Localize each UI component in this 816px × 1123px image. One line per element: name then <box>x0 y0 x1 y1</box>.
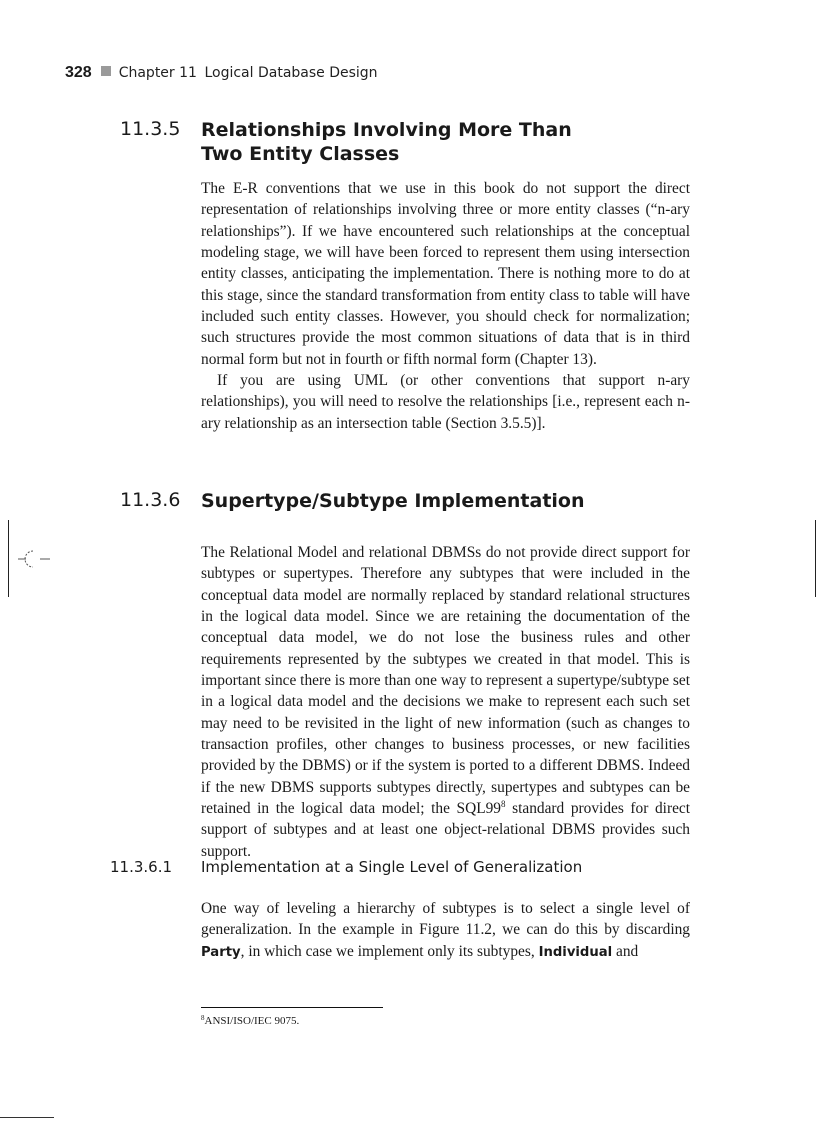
chapter-label: Chapter 11 <box>118 65 197 81</box>
section-number: 11.3.5 <box>120 118 181 140</box>
section-title: Supertype/Subtype Implementation <box>201 490 585 512</box>
paragraph: The E-R conventions that we use in this book do not support the direct representation of relationships involving three or more entity classes (“n-ary relationships”). If we have encountered such relationships at the conceptual modeling stage, we will have been forced to represent them using intersection entity classes, anticipating the implementation. There is nothing more to do at this stage, since the standard transformation from entity class to table will have included such entity classes. However, you should check for normalization; such structures provide the most common situations of data that is in third normal form but not in fourth or fifth normal form (Chapter 13). <box>201 180 690 368</box>
section-title-line-2: Two Entity Classes <box>201 143 400 165</box>
registration-mark-icon <box>18 548 52 570</box>
running-header <box>65 64 378 82</box>
paragraph-text: , in which case we implement only its subtypes, <box>240 942 539 960</box>
chapter-title: Logical Database Design <box>204 65 378 81</box>
section-title <box>201 118 721 166</box>
header-square-icon <box>101 66 111 76</box>
subsection-number: 11.3.6.1 <box>110 858 173 876</box>
paragraph-text: standard provides for direct support of subtypes and at least one object-relational DBMS provides such support. <box>201 800 691 860</box>
footnote-rule <box>201 1007 383 1008</box>
section-number: 11.3.6 <box>120 489 181 511</box>
subsection-body-11-3-6-1 <box>201 898 690 963</box>
paragraph-text: One way of leveling a hierarchy of subtypes is to select a single level of generalization. In the example in Figure 11.2, we can do this by discarding <box>201 900 690 939</box>
paragraph: If you are using UML (or other conventions that support n-ary relationships), you will need to resolve the relationships [i.e., represent each n-ary relationship as an intersection table (Section 3.5.5)]. <box>201 372 690 432</box>
section-body-11-3-6 <box>201 542 690 862</box>
margin-line-left <box>8 520 9 597</box>
entity-individual: Individual <box>538 944 613 960</box>
paragraph <box>201 898 690 963</box>
footnote-marker: 8 <box>201 1014 205 1022</box>
paragraph-text: The Relational Model and relational DBMSs do not provide direct support for subtypes or supertypes. Therefore any subtypes that were included in the conceptual data model are normally replaced by standard relational structures in the logical data model. Since we are retaining the documentation of the conceptual data model, we do not lose the business rules and other requirements represented by the subtypes we created in that model. This is important since there is more than one way to represent a supertype/subtype set in a logical data model and the decisions we make to represent each such set may need to be revisited in the light of new information (such as changes to transaction profiles, other changes to business processes, or new facilities provided by the DBMS) or if the system is ported to a different DBMS. Indeed if the new DBMS supports subtypes directly, supertypes and subtypes can be retained in the logical data model; the SQL99 <box>201 544 690 818</box>
crop-line-bottom <box>0 1117 54 1118</box>
section-body-11-3-5 <box>201 178 690 434</box>
paragraph-text: and <box>612 942 639 960</box>
paragraph <box>201 542 690 862</box>
page-number: 328 <box>65 64 92 81</box>
entity-party: Party <box>201 944 241 960</box>
footnote-ref[interactable]: 8 <box>501 799 506 810</box>
subsection-title: Implementation at a Single Level of Generalization <box>201 858 583 876</box>
section-title-line-1: Relationships Involving More Than <box>201 119 572 141</box>
footnote-text: ANSI/ISO/IEC 9075. <box>204 1015 300 1027</box>
footnote <box>201 1015 299 1027</box>
